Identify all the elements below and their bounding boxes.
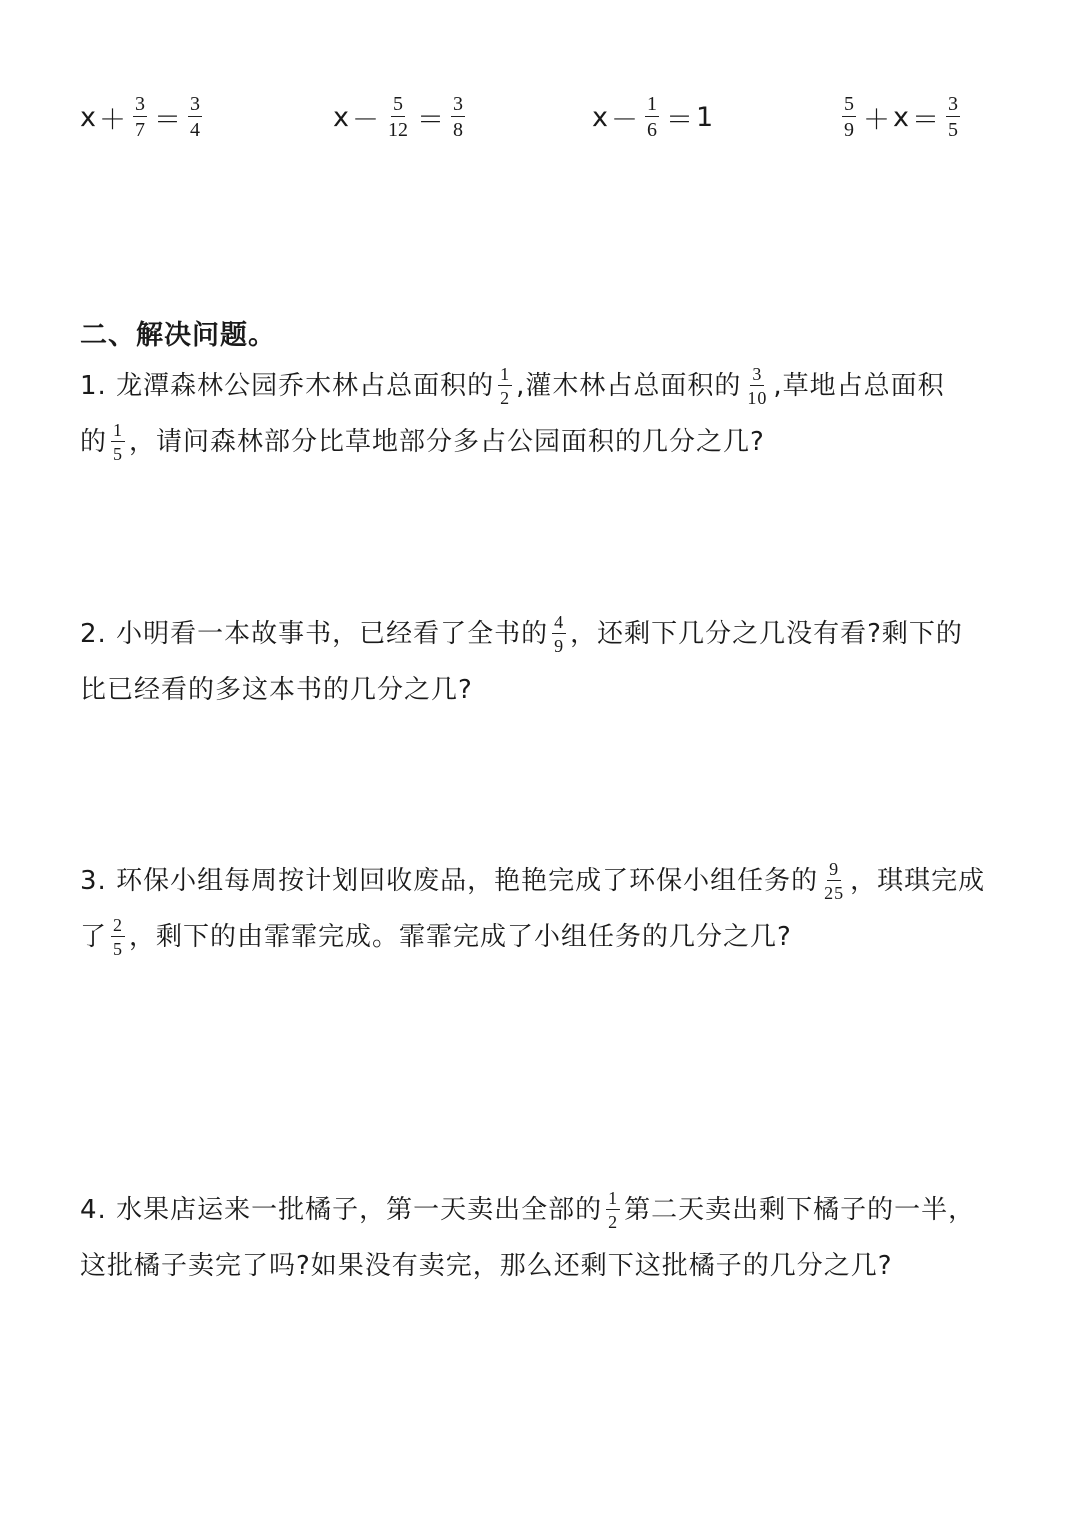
denominator: 8 xyxy=(452,119,463,141)
minus-sign: － xyxy=(610,104,638,136)
numerator: 5 xyxy=(392,93,403,115)
denominator: 5 xyxy=(947,119,958,141)
fraction xyxy=(386,94,410,140)
problem-text: 1. 龙潭森林公园乔木林占总面积的 xyxy=(80,371,495,401)
numerator: 1 xyxy=(608,1188,619,1208)
numerator: 4 xyxy=(554,612,565,632)
problem-text: ，还剩下几分之几没有看?剩下的 xyxy=(570,619,963,649)
numerator: 1 xyxy=(500,364,511,384)
numerator: 2 xyxy=(113,915,124,935)
plus-sign: ＋ xyxy=(98,104,126,136)
denominator: 9 xyxy=(554,636,565,656)
numerator: 1 xyxy=(646,93,657,115)
problem-line xyxy=(80,606,1010,662)
denominator: 12 xyxy=(387,119,408,141)
fraction xyxy=(111,421,125,463)
problem-text: 的 xyxy=(80,427,108,457)
fraction xyxy=(645,94,659,140)
problem-line xyxy=(80,1238,1010,1294)
numerator: 9 xyxy=(829,859,840,879)
problem-text: ，请问森林部分比草地部分多占公园面积的几分之几? xyxy=(129,427,765,457)
variable-x: x xyxy=(80,101,96,133)
fraction xyxy=(111,916,125,958)
fraction xyxy=(745,365,769,407)
problem-2 xyxy=(80,606,1010,718)
plus-sign: ＋ xyxy=(863,104,890,136)
equation-2 xyxy=(333,82,469,152)
problem-text: ，琪琪完成 xyxy=(850,866,986,896)
equals-sign: ＝ xyxy=(153,104,181,136)
problem-text: 了 xyxy=(80,922,108,952)
section-title: 二、解决问题。 xyxy=(80,320,276,351)
fraction xyxy=(842,94,856,140)
numerator: 3 xyxy=(752,364,763,384)
denominator: 6 xyxy=(646,119,657,141)
fraction xyxy=(451,94,465,140)
fraction xyxy=(552,613,566,655)
equation-4 xyxy=(838,82,964,152)
numerator: 3 xyxy=(452,93,463,115)
numerator: 5 xyxy=(844,93,854,115)
variable-x: x xyxy=(893,101,909,133)
fraction xyxy=(498,365,512,407)
denominator: 7 xyxy=(134,119,145,141)
denominator: 2 xyxy=(500,388,511,408)
denominator: 4 xyxy=(189,119,200,141)
rhs-value: 1 xyxy=(695,101,714,133)
equals-sign: ＝ xyxy=(665,104,693,136)
denominator: 9 xyxy=(844,119,854,141)
problem-text: 4. 水果店运来一批橘子，第一天卖出全部的 xyxy=(80,1195,603,1225)
problem-text: 这批橘子卖完了吗?如果没有卖完，那么还剩下这批橘子的几分之几? xyxy=(80,1251,893,1281)
denominator: 25 xyxy=(824,883,845,903)
problem-text: ,灌木林占总面积的 xyxy=(516,371,742,401)
fraction xyxy=(946,94,960,140)
numerator: 3 xyxy=(947,93,958,115)
problem-text: 第二天卖出剩下橘子的一半， xyxy=(624,1195,976,1225)
problem-line xyxy=(80,358,1010,414)
numerator: 3 xyxy=(189,93,200,115)
equation-1 xyxy=(80,82,206,152)
problem-line xyxy=(80,414,1010,470)
numerator: 3 xyxy=(134,93,145,115)
problem-line xyxy=(80,909,1010,965)
equation-row xyxy=(0,82,1080,152)
equation-3 xyxy=(592,82,713,152)
problem-1 xyxy=(80,358,1010,470)
denominator: 5 xyxy=(113,444,124,464)
variable-x: x xyxy=(333,101,349,133)
fraction xyxy=(822,860,846,902)
numerator: 1 xyxy=(113,420,124,440)
problem-text: 3. 环保小组每周按计划回收废品，艳艳完成了环保小组任务的 xyxy=(80,866,819,896)
minus-sign: － xyxy=(351,104,379,136)
fraction xyxy=(188,94,202,140)
variable-x: x xyxy=(592,101,608,133)
fraction xyxy=(606,1189,620,1231)
denominator: 2 xyxy=(608,1212,619,1232)
problem-4 xyxy=(80,1182,1010,1294)
problem-text: 2. 小明看一本故事书，已经看了全书的 xyxy=(80,619,549,649)
problem-text: ,草地占总面积 xyxy=(773,371,945,401)
problem-3 xyxy=(80,853,1010,965)
denominator: 10 xyxy=(747,388,768,408)
equals-sign: ＝ xyxy=(911,104,939,136)
equals-sign: ＝ xyxy=(416,104,444,136)
denominator: 5 xyxy=(113,939,124,959)
problem-line xyxy=(80,662,1010,718)
problem-line xyxy=(80,1182,1010,1238)
problem-line xyxy=(80,853,1010,909)
problem-text: 比已经看的多这本书的几分之几? xyxy=(80,675,473,705)
problem-text: ，剩下的由霏霏完成。霏霏完成了小组任务的几分之几? xyxy=(129,922,792,952)
fraction xyxy=(133,94,147,140)
